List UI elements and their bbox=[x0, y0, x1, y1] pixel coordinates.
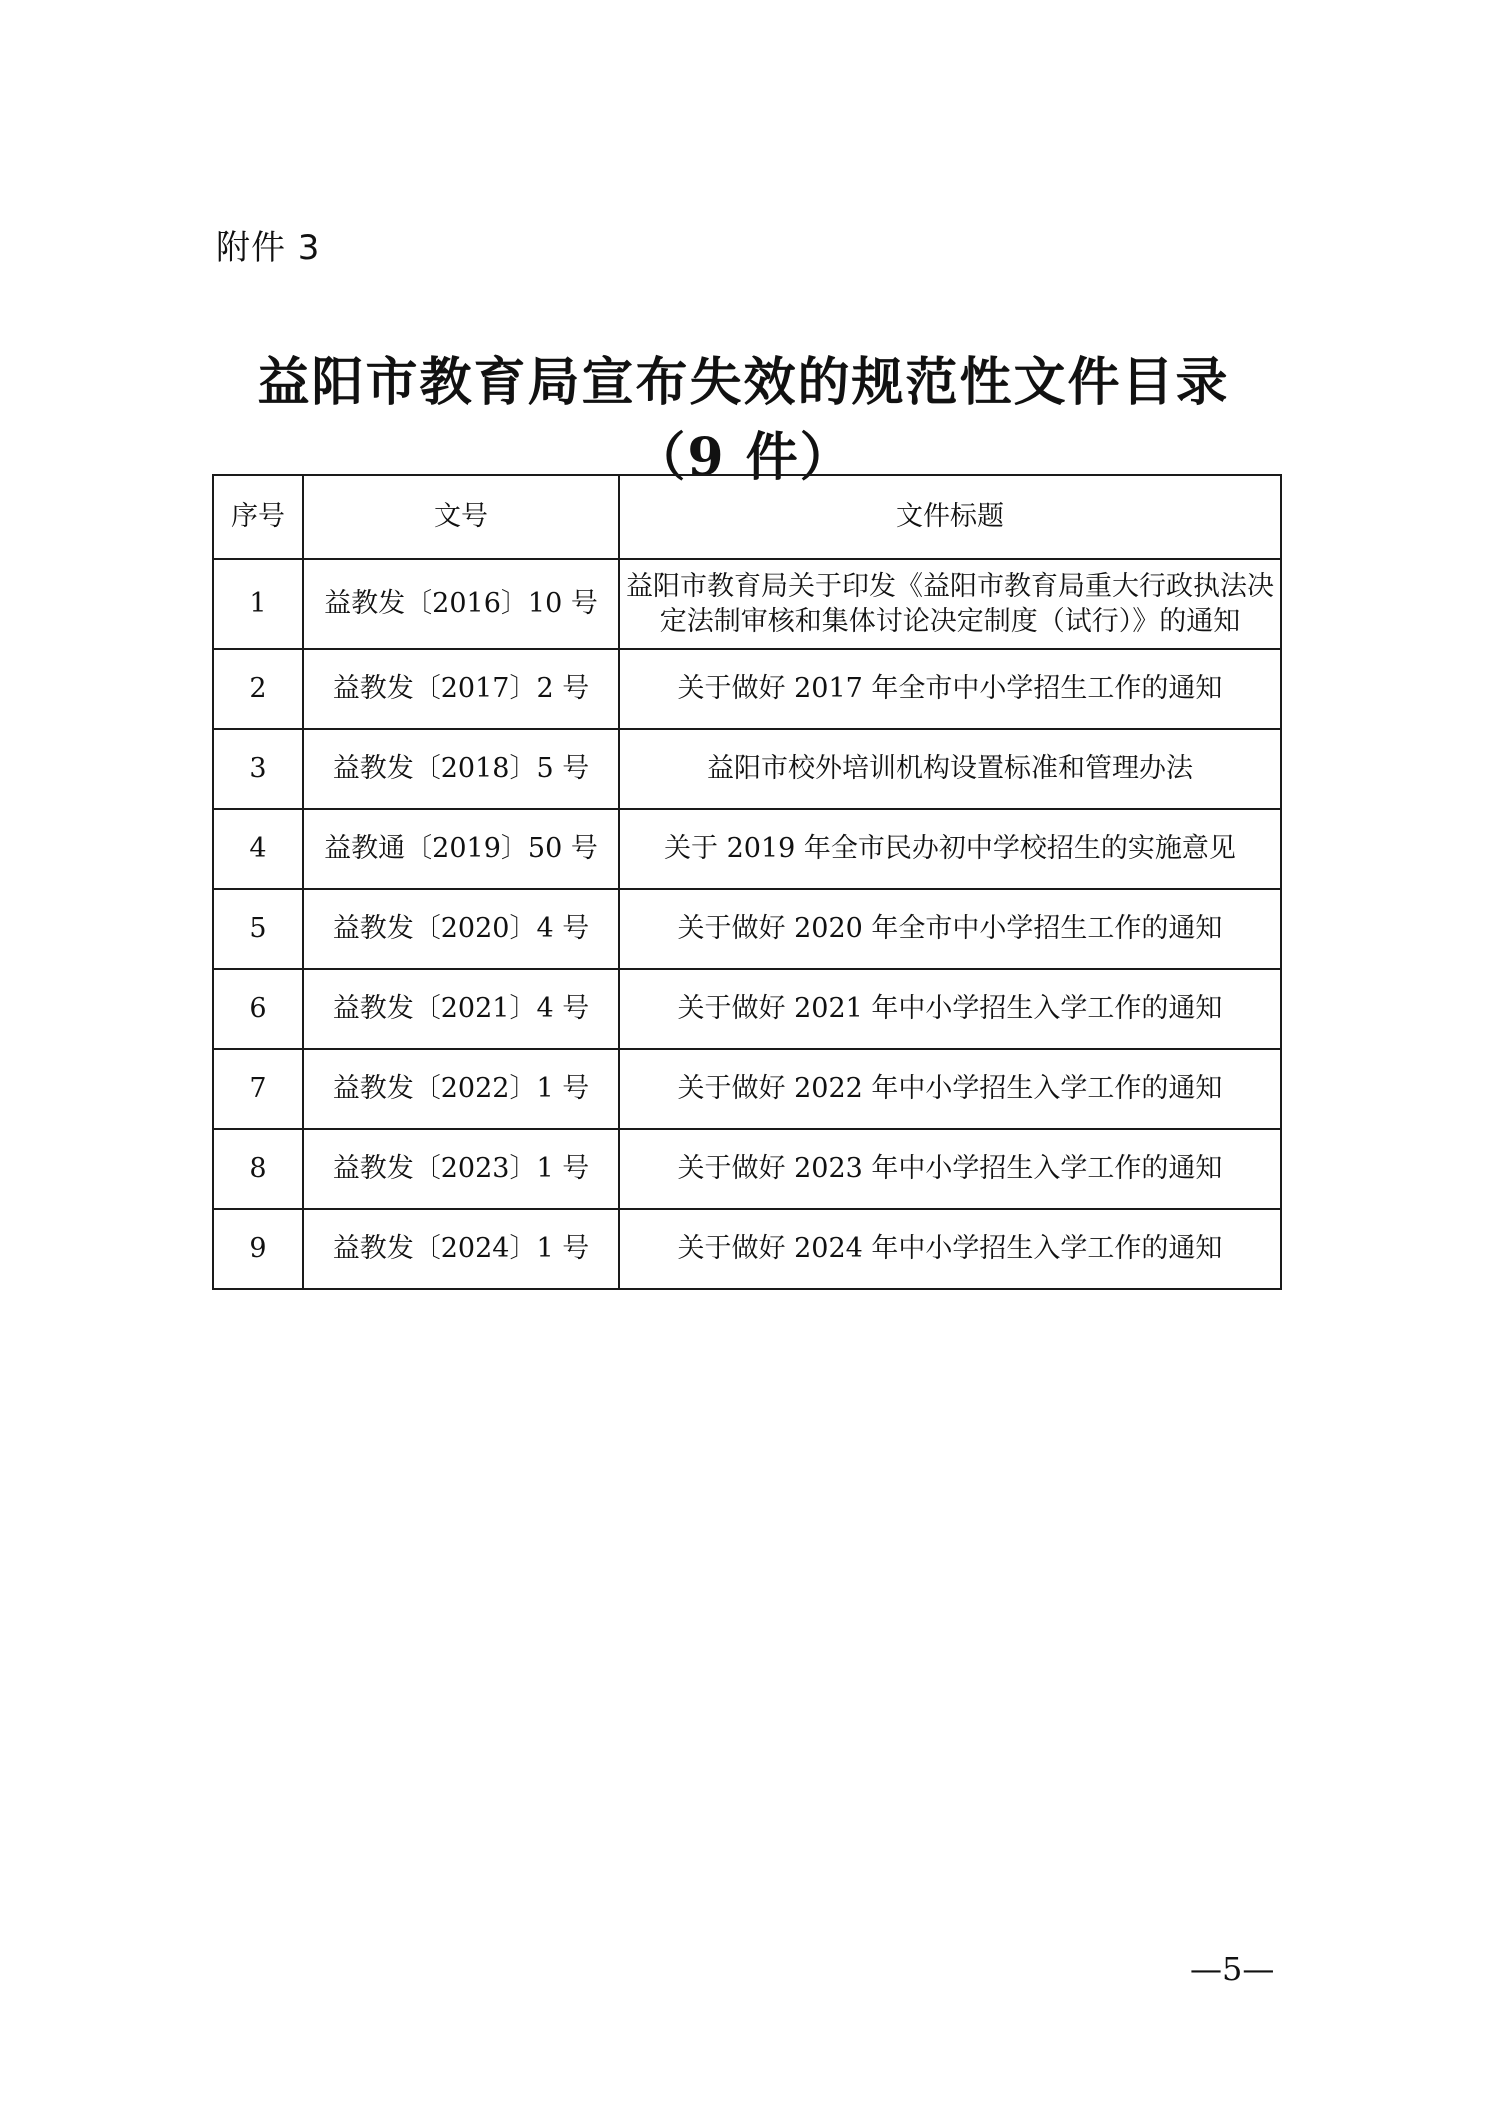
cell-document-number: 益教发〔2018〕5 号 bbox=[303, 729, 619, 809]
table-row bbox=[213, 1049, 1281, 1129]
page-number: —5— bbox=[1190, 1950, 1275, 1988]
cell-document-number: 益教发〔2024〕1 号 bbox=[303, 1209, 619, 1289]
table-row bbox=[213, 559, 1281, 649]
cell-document-title: 关于做好 2024 年中小学招生入学工作的通知 bbox=[619, 1209, 1281, 1289]
cell-document-title: 关于做好 2021 年中小学招生入学工作的通知 bbox=[619, 969, 1281, 1049]
cell-document-title: 关于 2019 年全市民办初中学校招生的实施意见 bbox=[619, 809, 1281, 889]
cell-serial-number: 1 bbox=[213, 559, 303, 649]
cell-document-number: 益教发〔2020〕4 号 bbox=[303, 889, 619, 969]
table-row bbox=[213, 809, 1281, 889]
table-row bbox=[213, 969, 1281, 1049]
table-row bbox=[213, 1129, 1281, 1209]
cell-document-number: 益教通〔2019〕50 号 bbox=[303, 809, 619, 889]
header-document-title: 文件标题 bbox=[619, 475, 1281, 559]
cell-serial-number: 5 bbox=[213, 889, 303, 969]
cell-serial-number: 4 bbox=[213, 809, 303, 889]
invalid-documents-table bbox=[212, 474, 1282, 1290]
cell-serial-number: 2 bbox=[213, 649, 303, 729]
cell-document-number: 益教发〔2023〕1 号 bbox=[303, 1129, 619, 1209]
cell-document-number: 益教发〔2022〕1 号 bbox=[303, 1049, 619, 1129]
table-row bbox=[213, 729, 1281, 809]
cell-serial-number: 7 bbox=[213, 1049, 303, 1129]
cell-document-title: 关于做好 2020 年全市中小学招生工作的通知 bbox=[619, 889, 1281, 969]
document-count: （9 件） bbox=[633, 427, 854, 488]
table-row bbox=[213, 889, 1281, 969]
header-serial-number: 序号 bbox=[213, 475, 303, 559]
document-title: 益阳市教育局宣布失效的规范性文件目录 bbox=[257, 352, 1230, 413]
cell-serial-number: 9 bbox=[213, 1209, 303, 1289]
cell-document-number: 益教发〔2017〕2 号 bbox=[303, 649, 619, 729]
header-document-number: 文号 bbox=[303, 475, 619, 559]
cell-document-title: 关于做好 2023 年中小学招生入学工作的通知 bbox=[619, 1129, 1281, 1209]
cell-document-number: 益教发〔2021〕4 号 bbox=[303, 969, 619, 1049]
cell-document-title: 益阳市教育局关于印发《益阳市教育局重大行政执法决定法制审核和集体讨论决定制度（试行）》的通知 bbox=[619, 559, 1281, 649]
attachment-label: 附件 3 bbox=[216, 228, 321, 268]
cell-serial-number: 8 bbox=[213, 1129, 303, 1209]
table-header-row bbox=[213, 475, 1281, 559]
cell-document-number: 益教发〔2016〕10 号 bbox=[303, 559, 619, 649]
cell-serial-number: 3 bbox=[213, 729, 303, 809]
table-row bbox=[213, 649, 1281, 729]
cell-document-title: 益阳市校外培训机构设置标准和管理办法 bbox=[619, 729, 1281, 809]
table-row bbox=[213, 1209, 1281, 1289]
cell-serial-number: 6 bbox=[213, 969, 303, 1049]
cell-document-title: 关于做好 2017 年全市中小学招生工作的通知 bbox=[619, 649, 1281, 729]
cell-document-title: 关于做好 2022 年中小学招生入学工作的通知 bbox=[619, 1049, 1281, 1129]
